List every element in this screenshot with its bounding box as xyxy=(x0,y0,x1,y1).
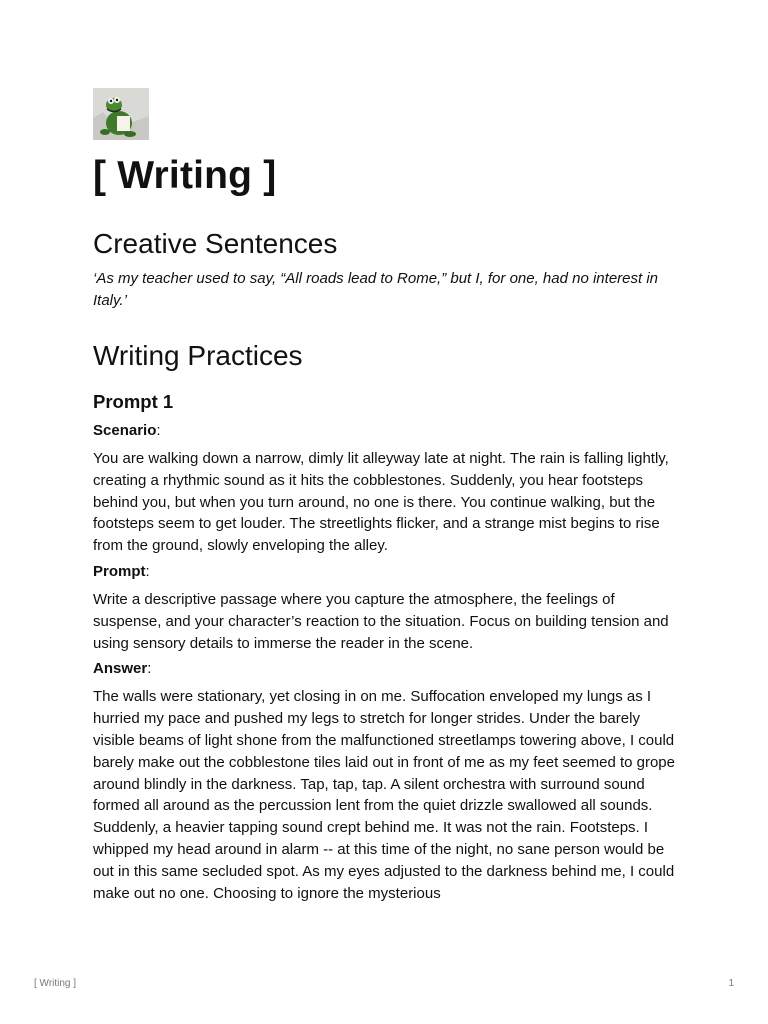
document-body xyxy=(93,222,683,915)
scenario-label: Scenario xyxy=(93,422,157,439)
answer-label: Answer xyxy=(93,660,148,678)
footer-page-number: 1 xyxy=(728,978,734,989)
scenario-label-line: Scenario: xyxy=(93,422,161,439)
page-icon-image xyxy=(93,88,149,140)
footer-document-title: [ Writing ] xyxy=(34,978,77,989)
scenario-text: You are walking down a narrow, dimly lit alleyway late at night. The rain is falling lightly, creating a rhythmic sound as it hits the cobblestones. Suddenly, you hear footsteps behind you, but when you turn around, no one is there. You continue walking, but the footsteps seem to get louder. The streetlights flicker, and a strange mist begins to rise from the ground, slowly enveloping the alley. xyxy=(93,450,669,555)
answer-label-line: Answer: xyxy=(93,660,152,678)
writing-practices-heading: Writing Practices xyxy=(93,340,303,371)
prompt-label-line: Prompt: xyxy=(93,562,150,580)
answer-container xyxy=(93,680,683,915)
prompt-label: Prompt xyxy=(93,562,146,580)
creative-sentences-heading: Creative Sentences xyxy=(93,228,338,259)
prompt-1-heading: Prompt 1 xyxy=(93,391,174,412)
answer-text: The walls were stationary, yet closing in on me. Suffocation enveloped my lungs as I hurried my pace and pushed my legs to stretch for longer strides. Under the barely visible beams of light shone from the malfunctioned streetlamps towering above, I could barely make out the cobblestone tiles laid out in front of me as my feet seemed to grope around blindly in the darkness. Tap, tap, tap. A silent orchestra with surround sound formed all around as the percussion lent from the quiet drizzle swallowed all sounds. Suddenly, a heavier tapping sound crept behind me. It was not the rain. Footsteps. I whipped my head around in alarm -- at this time of the night, no sane person would be out in this same secluded spot. As my eyes adjusted to the darkness behind me, I could make out no one. Choosing to ignore the mysterious xyxy=(93,688,675,902)
prompt-text: Write a descriptive passage where you capture the atmosphere, the feelings of suspense, and your character’s reaction to the situation. Focus on building tension and using sensory details to immerse the reader in the scene. xyxy=(93,590,669,652)
frog-puppet-icon xyxy=(93,88,149,140)
creative-quote: ‘As my teacher used to say, “All roads lead to Rome,” but I, for one, had no interest in Italy.’ xyxy=(93,270,659,309)
page-title: [ Writing ] xyxy=(93,154,277,197)
